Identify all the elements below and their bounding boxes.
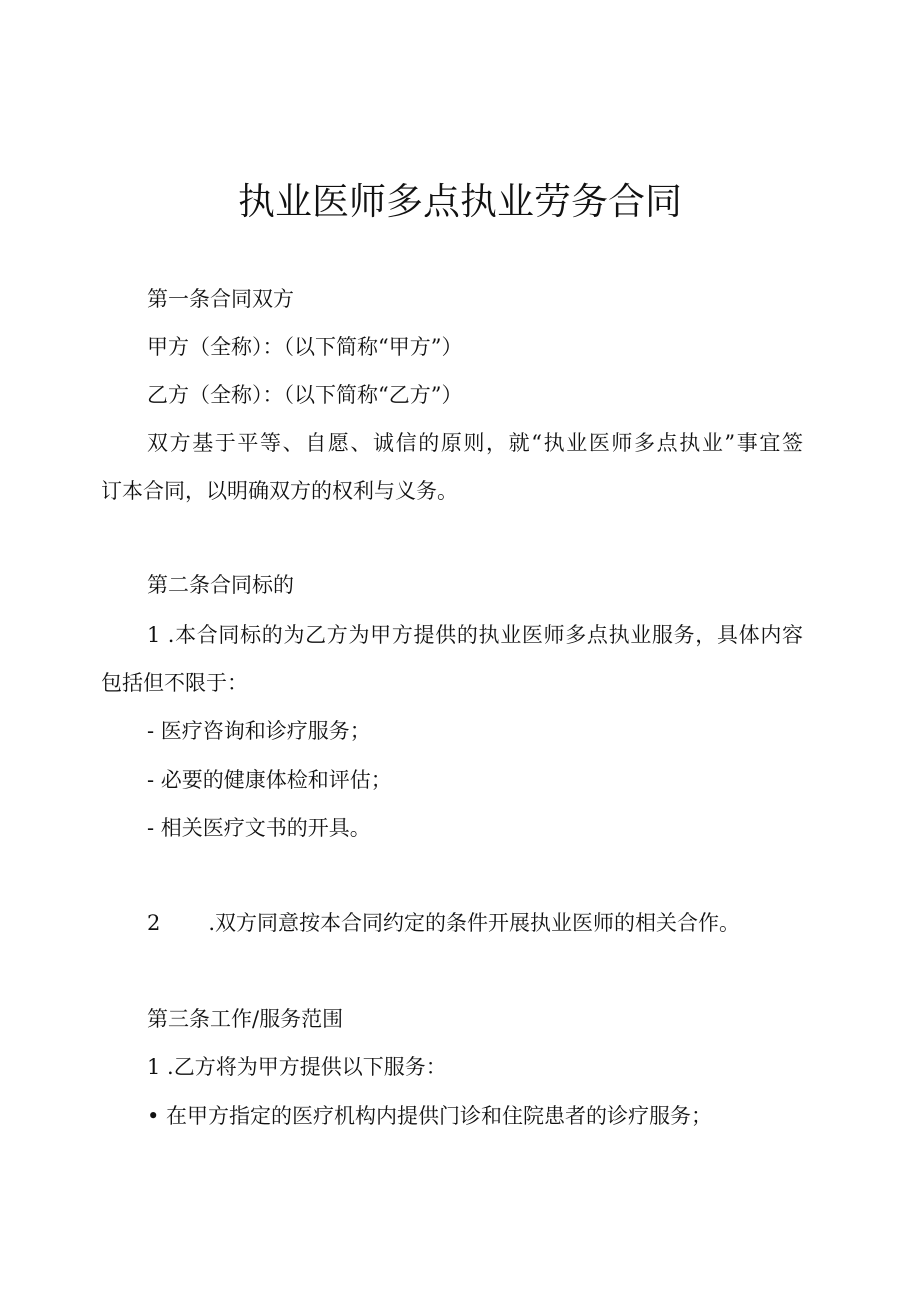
- list-item: - 医疗咨询和诊疗服务；: [147, 719, 371, 743]
- party-a-line: 甲方（全称）：（以下简称“甲方”）: [147, 335, 463, 359]
- list-item: - 必要的健康体检和评估；: [147, 768, 392, 792]
- clause-text: .双方同意按本合同约定的条件开展执业医师的相关合作。: [208, 911, 741, 935]
- list-item: • 在甲方指定的医疗机构内提供门诊和住院患者的诊疗服务；: [147, 1104, 713, 1128]
- document-title: 执业医师多点执业劳务合同: [238, 180, 682, 223]
- article3-heading: 第三条工作/服务范围: [147, 1007, 344, 1031]
- article2-clause2: [147, 908, 740, 938]
- article2-clause1-line2: 包括但不限于：: [101, 671, 248, 695]
- list-item: - 相关医疗文书的开具。: [147, 816, 371, 840]
- article2-heading: 第二条合同标的: [147, 573, 294, 597]
- article3-clause1: 1 .乙方将为甲方提供以下服务：: [147, 1055, 447, 1079]
- party-b-line: 乙方（全称）：（以下简称“乙方”）: [147, 383, 463, 407]
- intro-line-1: 双方基于平等、自愿、诚信的原则，就“执业医师多点执业”事宜签: [147, 431, 803, 455]
- article1-heading: 第一条合同双方: [147, 287, 294, 311]
- intro-line-2: 订本合同，以明确双方的权利与义务。: [101, 479, 458, 503]
- clause-number: 2: [147, 911, 161, 935]
- article2-clause1-line1: 1 .本合同标的为乙方为甲方提供的执业医师多点执业服务，具体内容: [147, 623, 803, 647]
